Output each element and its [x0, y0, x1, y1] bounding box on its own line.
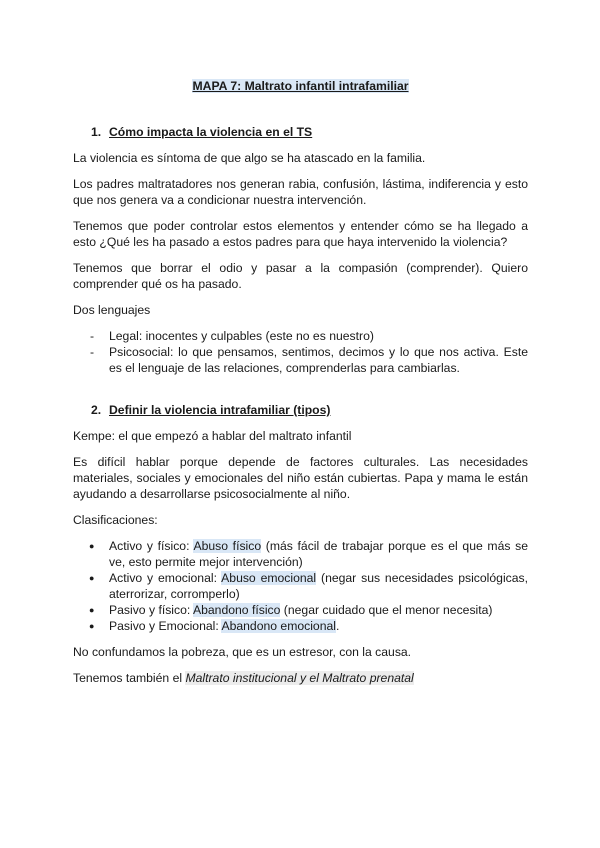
section-1-heading: [73, 124, 528, 140]
item-suffix: (más fácil de trabajar porque es el que más se ve, esto permite mejor intervención): [109, 539, 528, 569]
list-item: [73, 602, 528, 618]
list-item: [73, 570, 528, 602]
section-2-heading: [73, 402, 528, 418]
s1-paragraph-2: Los padres maltratadores nos generan rabia, confusión, lástima, indiferencia y esto que nos genera va a condicionar nuestra intervención.: [73, 177, 528, 207]
highlighted-italic-term: Maltrato institucional y el Maltrato prenatal: [185, 671, 414, 685]
s2-paragraph-1: Kempe: el que empezó a hablar del maltrato infantil: [73, 429, 352, 443]
s1-paragraph-4: Tenemos que borrar el odio y pasar a la compasión (comprender). Quiero comprender qué os ha pasado.: [73, 261, 528, 291]
item-suffix: (negar sus necesidades psicológicas, aterrorizar, corromperlo): [109, 571, 529, 601]
s1-paragraph-5: Dos lenguajes: [73, 303, 151, 317]
s1-paragraph-3: Tenemos que poder controlar estos elementos y entender cómo se ha llegado a esto ¿Qué les ha pasado a estos padres para que haya intervenido la violencia?: [73, 219, 528, 249]
item-suffix: .: [335, 619, 340, 633]
s1-paragraph-1: La violencia es síntoma de que algo se ha atascado en la familia.: [73, 151, 426, 165]
section-1-number: 1.: [91, 125, 102, 139]
section-1-title: Cómo impacta la violencia en el TS: [109, 125, 313, 139]
item-prefix: Activo y emocional:: [109, 571, 222, 585]
section-2-number: 2.: [91, 403, 102, 417]
highlighted-term: Abandono físico: [193, 603, 281, 617]
highlighted-term: Abandono emocional: [221, 619, 336, 633]
list-item: - Psicosocial: lo que pensamos, sentimos, decimos y lo que nos activa. Este es el lenguaje de las relaciones, comprenderlas para cambiarlas.: [73, 344, 528, 376]
list-item: [73, 538, 528, 570]
page-title: [73, 78, 528, 94]
list-item: [73, 618, 528, 634]
item-prefix: Pasivo y Emocional:: [109, 619, 222, 633]
section-2-title: Definir la violencia intrafamiliar (tipos): [109, 403, 331, 417]
list-item: - Legal: inocentes y culpables (este no es nuestro): [73, 328, 528, 344]
clasificaciones-list: [73, 538, 528, 634]
highlighted-term: Abuso físico: [193, 539, 262, 553]
s2-paragraph-5: [73, 670, 528, 686]
paragraph-prefix: Tenemos también el: [73, 671, 186, 685]
s2-paragraph-4: No confundamos la pobreza, que es un estresor, con la causa.: [73, 645, 412, 659]
title-highlight: MAPA 7: Maltrato infantil intrafamiliar: [192, 79, 409, 93]
highlighted-term: Abuso emocional: [221, 571, 317, 585]
item-prefix: Pasivo y físico:: [109, 603, 193, 617]
s2-paragraph-3: Clasificaciones:: [73, 513, 158, 527]
item-prefix: Activo y físico:: [109, 539, 194, 553]
item-suffix: (negar cuidado que el menor necesita): [280, 603, 493, 617]
lenguajes-list: [73, 328, 528, 376]
s2-paragraph-2: Es difícil hablar porque depende de factores culturales. Las necesidades materiales, sociales y emocionales del niño están cubiertas. Papa y mama le están ayudando a desarrollarse psicosocialmente al niño.: [73, 455, 528, 501]
